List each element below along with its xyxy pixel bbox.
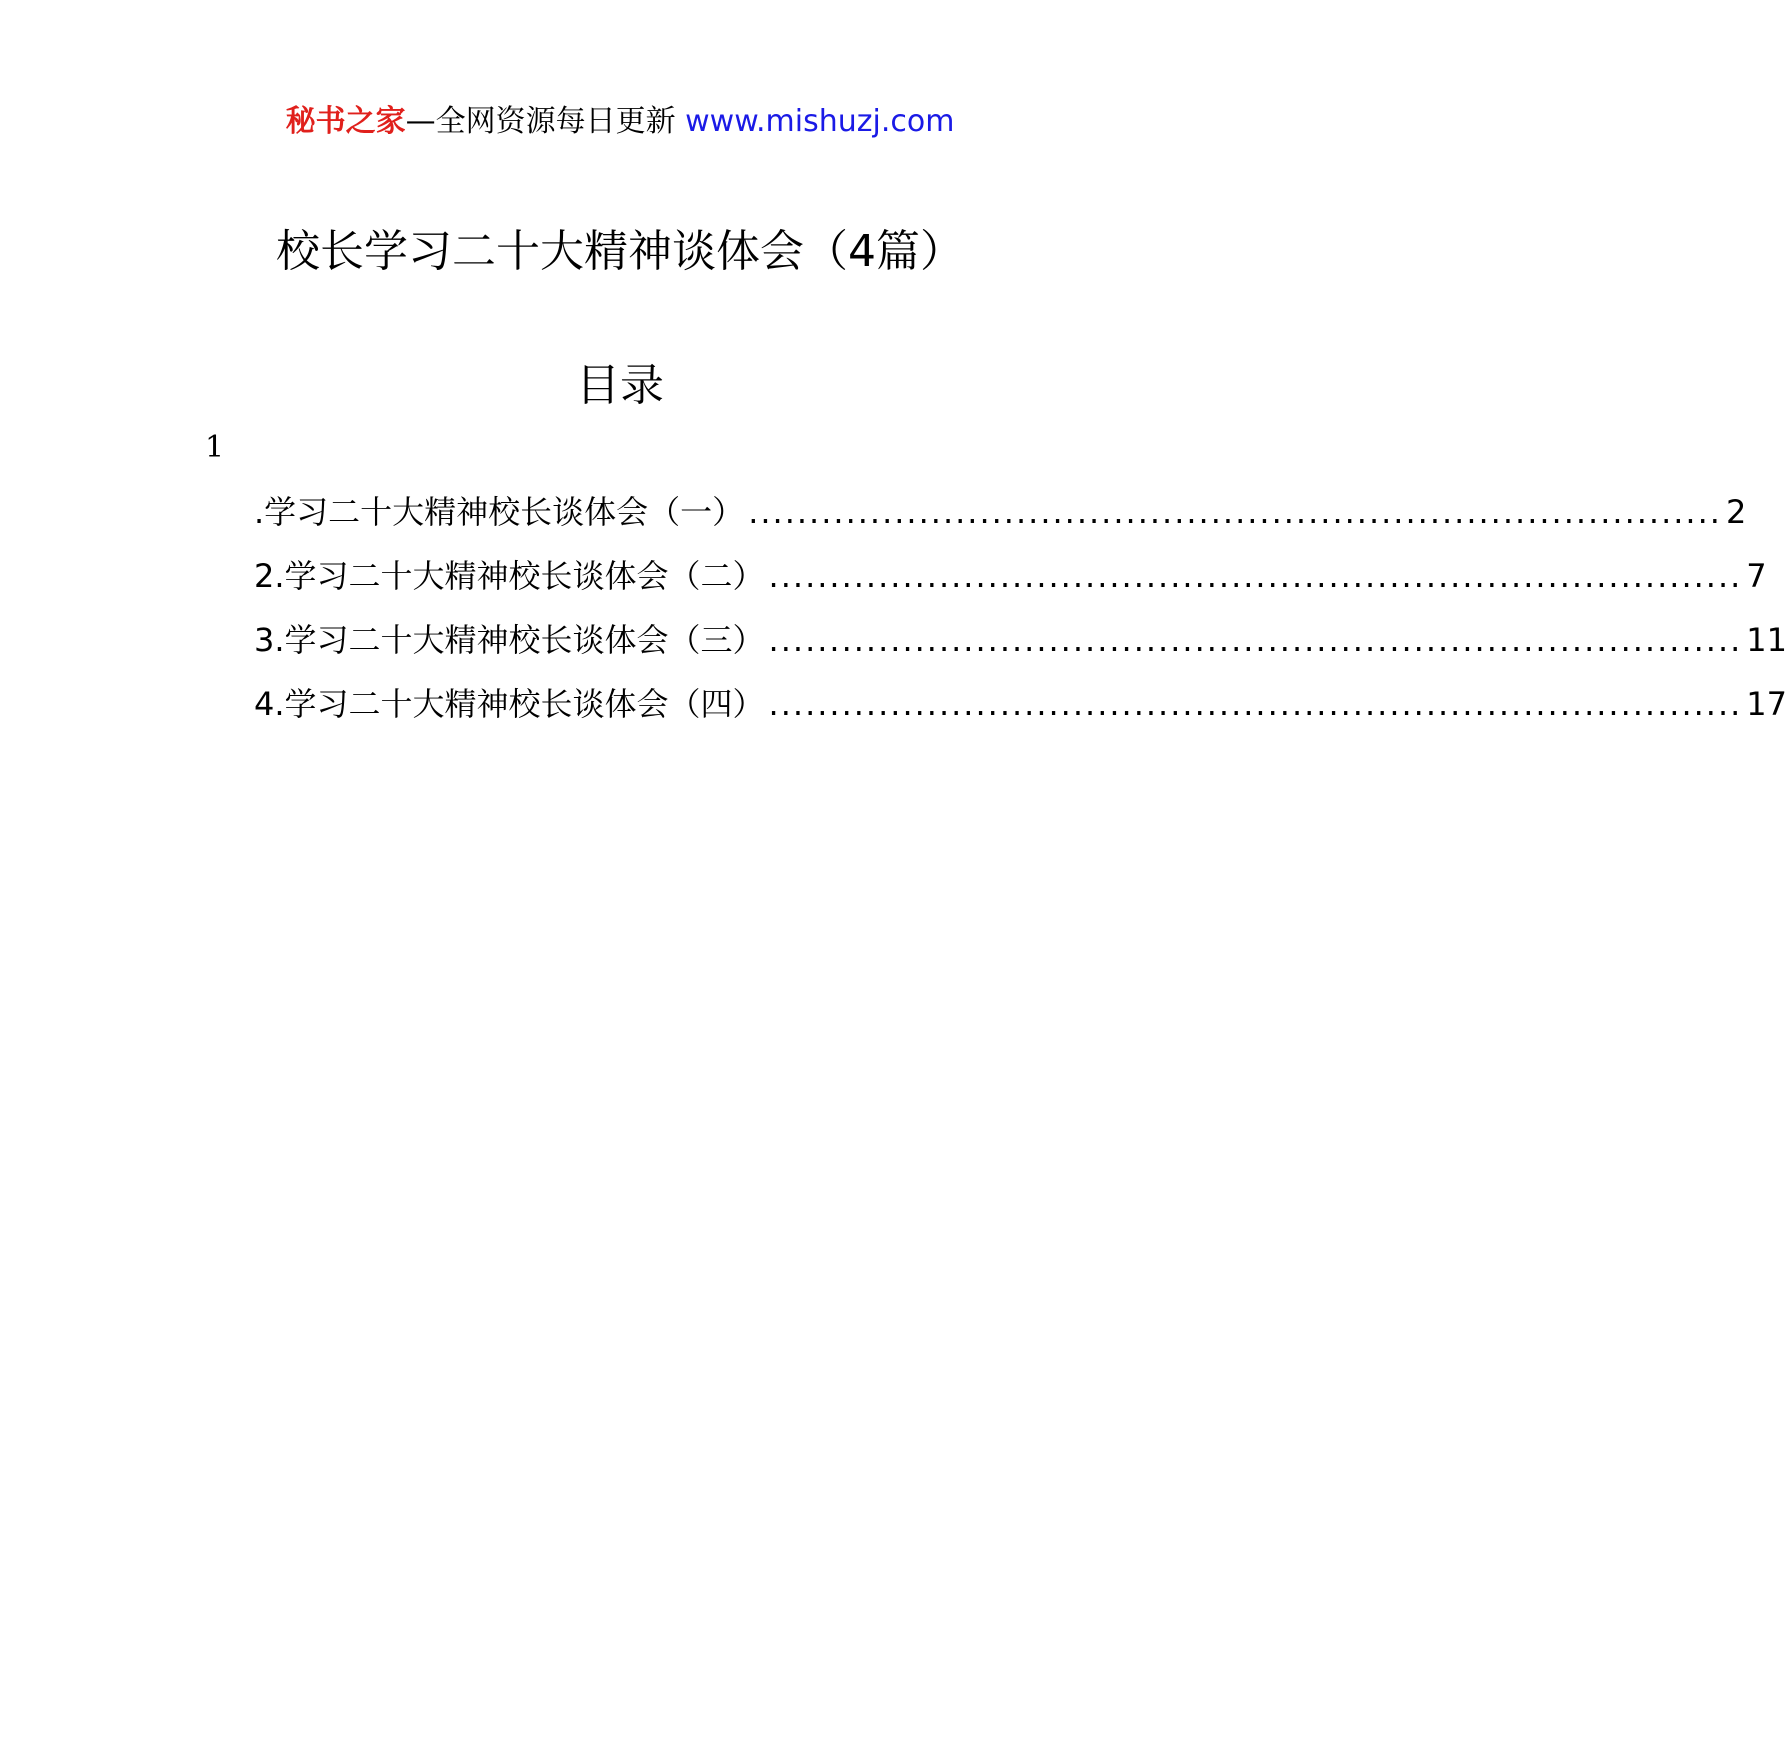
toc-entry-3[interactable] — [254, 618, 1787, 682]
toc-entry-label: 2.学习二十大精神校长谈体会（二） — [254, 557, 765, 595]
toc-leader-dots: ................................................................................ — [768, 557, 1743, 595]
site-url-link[interactable]: www.mishuzj.com — [685, 104, 955, 139]
stray-number: 1 — [205, 430, 225, 465]
document-title: 校长学习二十大精神谈体会（4篇） — [276, 226, 964, 277]
toc-entry-page: 7 — [1746, 557, 1767, 595]
toc-leader-dots: ................................................................................ — [748, 493, 1722, 531]
toc-entry-label: 3.学习二十大精神校长谈体会（三） — [254, 621, 765, 659]
toc-heading: 目录 — [576, 360, 664, 411]
toc-leader-dots: ................................................................................ — [768, 685, 1743, 723]
site-header — [0, 100, 1240, 144]
toc-entry-label: 4.学习二十大精神校长谈体会（四） — [254, 685, 765, 723]
toc-list — [254, 490, 1787, 746]
toc-entry-1[interactable] — [254, 490, 1747, 554]
header-tagline: —全网资源每日更新 — [405, 104, 676, 139]
brand-name: 秘书之家 — [285, 104, 406, 139]
toc-entry-page: 17 — [1746, 685, 1787, 723]
toc-entry-2[interactable] — [254, 554, 1767, 618]
toc-entry-4[interactable] — [254, 682, 1787, 746]
toc-entry-label: .学习二十大精神校长谈体会（一） — [254, 493, 745, 531]
toc-entry-page: 11 — [1746, 621, 1787, 659]
toc-entry-page: 2 — [1725, 493, 1747, 531]
toc-leader-dots: ................................................................................ — [768, 621, 1743, 659]
